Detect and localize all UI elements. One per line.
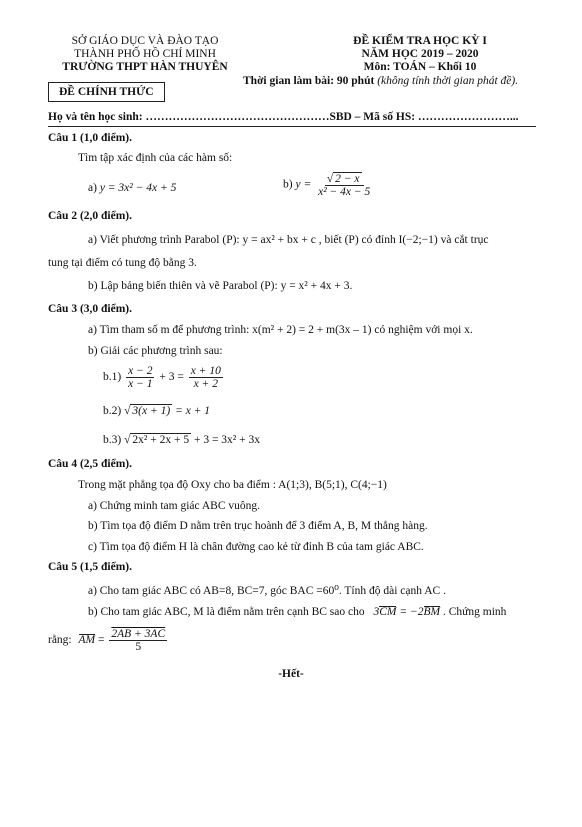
q1-a-expr: y = 3x² − 4x + 5 bbox=[99, 182, 177, 194]
q2-a-line1: a) Viết phương trình Parabol (P): y = ax² + bx + c , biết (P) có đỉnh I(−2;−1) và cắt trục bbox=[88, 234, 489, 246]
q3-b1-label: b.1) bbox=[103, 371, 122, 384]
q3-b1-den1: x − 1 bbox=[128, 378, 153, 390]
q3-b1 bbox=[103, 365, 225, 390]
q5-c-vec-am: AM bbox=[78, 634, 96, 647]
q5-b-eq-m: = −2 bbox=[399, 606, 424, 618]
q3-b1-frac1 bbox=[126, 365, 154, 390]
q3-title: Câu 3 (3,0 điểm). bbox=[48, 303, 133, 315]
student-info-line: Họ và tên học sinh: …………………………………………SBD – Mã số HS: ……………………... bbox=[48, 111, 519, 123]
q1-title: Câu 1 (1,0 điểm). bbox=[48, 132, 133, 144]
q3-b2: b.2) √ 3(x + 1) = x + 1 bbox=[103, 405, 211, 417]
q1-prompt: Tìm tập xác định của các hàm số: bbox=[78, 152, 233, 164]
q3-b1-frac2 bbox=[189, 365, 223, 390]
q5-b-eq-l: 3 bbox=[373, 606, 380, 618]
q3-a-line: a) Tìm tham số m để phương trình: x(m² + 2) = 2 + m(3x – 1) có nghiệm với mọi x. bbox=[88, 324, 473, 336]
q5-b-tail: . Chứng minh bbox=[442, 606, 507, 618]
q5-c-row bbox=[48, 628, 169, 653]
q4-title: Câu 4 (2,5 điểm). bbox=[48, 458, 133, 470]
q3-b1-den2: x + 2 bbox=[193, 378, 218, 390]
q3-b2-label: b.2) bbox=[103, 405, 122, 417]
q3-b2-rhs: = x + 1 bbox=[175, 405, 211, 417]
end-mark: -Hết- bbox=[278, 668, 304, 680]
q5-c-prefix: rằng: bbox=[48, 634, 72, 647]
time-note: (không tính thời gian phát đề). bbox=[377, 75, 519, 87]
q2-title: Câu 2 (2,0 điểm). bbox=[48, 210, 133, 222]
q4-b-line: b) Tìm tọa độ điểm D nằm trên trục hoành để 3 điểm A, B, M thẳng hàng. bbox=[88, 520, 428, 532]
q5-title: Câu 5 (1,5 điểm). bbox=[48, 561, 133, 573]
subject: Môn: TOÁN – Khối 10 bbox=[363, 61, 477, 73]
q1-part-b bbox=[283, 172, 374, 198]
exam-title: ĐỀ KIỂM TRA HỌC KỲ I bbox=[353, 35, 487, 47]
q1-b-numerator: 2 − x bbox=[335, 173, 360, 185]
q5-b-vec-bm: BM bbox=[423, 606, 441, 618]
school-name: TRƯỜNG THPT HÀN THUYÊN bbox=[62, 61, 228, 73]
q5-b-vec-cm: CM bbox=[379, 606, 397, 618]
q5-c-eq: = bbox=[98, 634, 105, 647]
q1-part-a bbox=[88, 182, 176, 194]
q1-b-lhs: y = bbox=[295, 178, 312, 191]
dept-name: SỞ GIÁO DỤC VÀ ĐÀO TẠO bbox=[71, 35, 219, 47]
q2-b-line: b) Lập bảng biến thiên và vẽ Parabol (P): y = x² + 4x + 3. bbox=[88, 280, 353, 292]
q3-b3-rhs: + 3 = 3x² + 3x bbox=[193, 434, 260, 446]
q3-b3-label: b.3) bbox=[103, 434, 122, 446]
q3-b1-mid: + 3 = bbox=[159, 371, 184, 384]
q5-c-numerator: 2AB + 3AC bbox=[111, 628, 166, 640]
official-badge: ĐỀ CHÍNH THỨC bbox=[48, 82, 165, 102]
time-info bbox=[243, 75, 518, 88]
q3-b3-radicand: 2x² + 2x + 5 bbox=[132, 434, 190, 446]
q5-b-line: b) Cho tam giác ABC, M là điểm nằm trên cạnh BC sao cho bbox=[88, 606, 365, 618]
q1-b-label: b) bbox=[283, 178, 293, 191]
q3-b1-num1: x − 2 bbox=[128, 365, 153, 377]
q3-b-line: b) Giải các phương trình sau: bbox=[88, 345, 223, 357]
q3-b2-radicand: 3(x + 1) bbox=[132, 405, 171, 417]
header-rule bbox=[48, 126, 536, 127]
q5-b-line-row bbox=[88, 606, 506, 618]
q4-a-line: a) Chứng minh tam giác ABC vuông. bbox=[88, 500, 261, 512]
q1-a-label: a) bbox=[88, 182, 97, 194]
q1-b-denominator: x² − 4x − 5 bbox=[318, 186, 371, 198]
q3-b1-num2: x + 10 bbox=[190, 365, 221, 377]
q1-b-fraction: $\frac{√ 2 - x}{\text{x² − 4x − 5}}$ bbox=[318, 173, 371, 198]
q5-a-line: a) Cho tam giác ABC có AB=8, BC=7, góc BAC =60⁰. Tính độ dài cạnh AC . bbox=[88, 585, 446, 597]
time-label: Thời gian làm bài: 90 phút bbox=[243, 75, 375, 87]
q5-c-fraction bbox=[109, 628, 167, 653]
q5-c-denominator: 5 bbox=[135, 641, 142, 653]
city-name: THÀNH PHỐ HỒ CHÍ MINH bbox=[74, 48, 216, 60]
q2-a-line2: tung tại điểm có tung độ bằng 3. bbox=[48, 257, 197, 269]
school-year: NĂM HỌC 2019 – 2020 bbox=[361, 48, 479, 60]
q4-c-line: c) Tìm tọa độ điểm H là chân đường cao kẻ từ đỉnh B của tam giác ABC. bbox=[88, 541, 424, 553]
q3-b3: b.3) √ 2x² + 2x + 5 + 3 = 3x² + 3x bbox=[103, 434, 260, 446]
q4-intro: Trong mặt phẳng tọa độ Oxy cho ba điểm : A(1;3), B(5;1), C(4;−1) bbox=[78, 479, 387, 491]
